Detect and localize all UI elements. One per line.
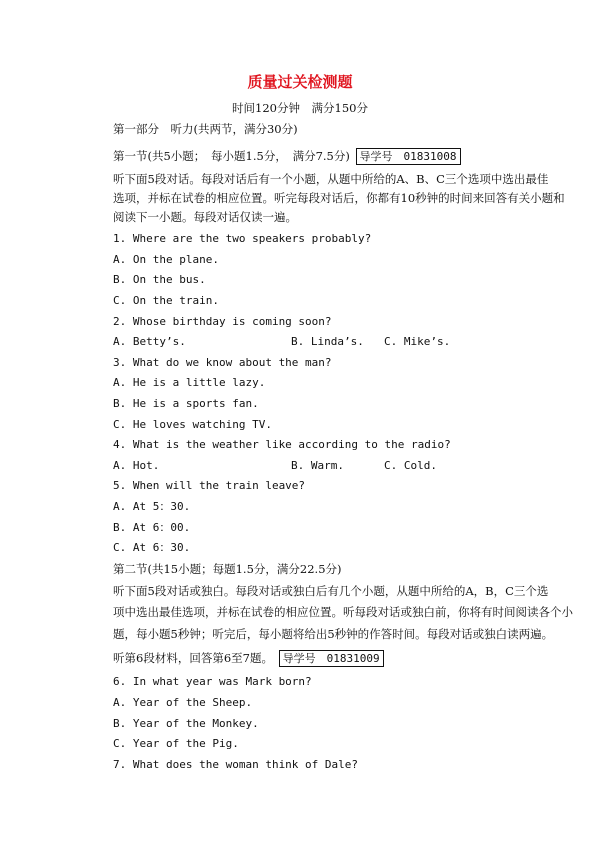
section2-instruction-line: 听下面5段对话或独白。每段对话或独白后有几个小题，从题中所给的A，B，C三个选 [113, 584, 549, 598]
guide-number-box: 导学号 01831008 [356, 148, 461, 165]
part1-heading: 第一部分 听力(共两节，满分30分) [113, 122, 298, 136]
option-2c: C. Mike’s. [384, 335, 451, 348]
option-5b: B. At 6：00. [113, 521, 191, 534]
option-3a: A. He is a little lazy. [113, 376, 266, 389]
section1-instruction-line: 选项，并标在试卷的相应位置。听完每段对话后，你都有10秒钟的时间来回答有关小题和 [113, 191, 565, 205]
question-5: 5. When will the train leave? [113, 479, 306, 492]
material-6-row [113, 650, 384, 667]
question-2: 2. Whose birthday is coming soon? [113, 315, 332, 328]
section1-instruction-line: 听下面5段对话。每段对话后有一个小题，从题中所给的A、B、C三个选项中选出最佳 [113, 172, 549, 186]
section1-heading: 第一节(共5小题； 每小题1.5分， 满分7.5分) [113, 149, 350, 163]
option-2a: A. Betty’s. [113, 335, 186, 348]
question-7: 7. What does the woman think of Dale? [113, 758, 359, 771]
page-title: 质量过关检测题 [247, 73, 353, 91]
section1-instruction-line: 阅读下一小题。每段对话仅读一遍。 [113, 210, 297, 224]
option-3c: C. He loves watching TV. [113, 418, 272, 431]
option-5a: A. At 5：30. [113, 500, 191, 513]
option-1a: A. On the plane. [113, 253, 219, 266]
option-2b: B. Linda’s. [291, 335, 364, 348]
option-6a: A. Year of the Sheep. [113, 696, 253, 709]
option-4c: C. Cold. [384, 459, 437, 472]
question-3: 3. What do we know about the man? [113, 356, 332, 369]
section1-heading-row [113, 148, 461, 165]
option-1b: B. On the bus. [113, 273, 206, 286]
question-4: 4. What is the weather like according to the radio? [113, 438, 451, 451]
option-5c: C. At 6：30. [113, 541, 191, 554]
option-1c: C. On the train. [113, 294, 219, 307]
material-6-instruction: 听第6段材料，回答第6至7题。 [113, 651, 273, 665]
option-3b: B. He is a sports fan. [113, 397, 259, 410]
option-4a: A. Hot. [113, 459, 160, 472]
section2-heading: 第二节(共15小题；每题1.5分，满分22.5分) [113, 562, 342, 576]
time-score-line: 时间120分钟 满分150分 [232, 101, 368, 115]
option-6b: B. Year of the Monkey. [113, 717, 259, 730]
question-6: 6. In what year was Mark born? [113, 675, 312, 688]
section2-instruction-line: 项中选出最佳选项，并标在试卷的相应位置。听每段对话或独白前，你将有时间阅读各个小 [113, 605, 573, 619]
section2-instruction-line: 题，每小题5秒钟；听完后，每小题将给出5秒钟的作答时间。每段对话或独白读两遍。 [113, 627, 554, 641]
option-4b: B. Warm. [291, 459, 344, 472]
guide-number-box: 导学号 01831009 [279, 650, 384, 667]
question-1: 1. Where are the two speakers probably? [113, 232, 372, 245]
option-6c: C. Year of the Pig. [113, 737, 239, 750]
